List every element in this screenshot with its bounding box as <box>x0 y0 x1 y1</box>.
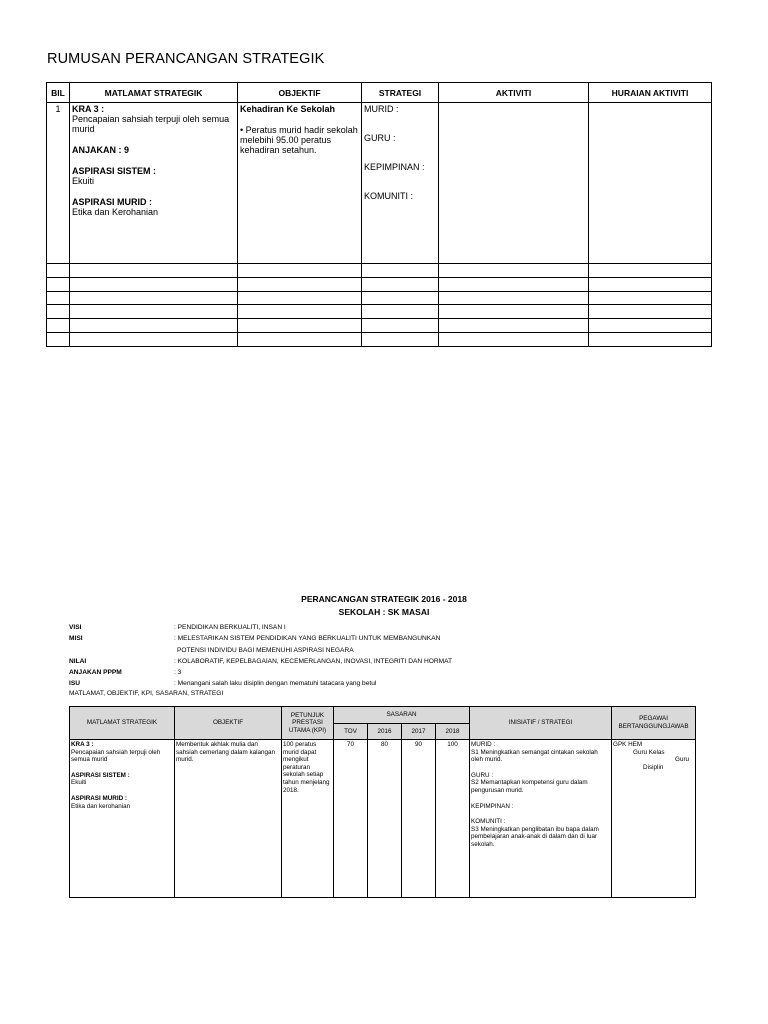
anjakan-label: ANJAKAN : 9 <box>72 145 130 155</box>
kra-text: Pencapaian sahsiah terpuji oleh semua murid <box>72 114 230 134</box>
header-kpi: PETUNJUK PRESTASI UTAMA (KPI) <box>282 707 334 740</box>
header-huraian: HURAIAN AKTIVITI <box>589 83 712 103</box>
header-2018: 2018 <box>436 724 470 740</box>
info-row-anjakan: ANJAKAN PPPM : 3 <box>69 669 182 677</box>
kpi-table <box>69 706 696 898</box>
empty-row <box>47 332 712 346</box>
cell-bil: 1 <box>47 103 70 264</box>
header-matlamat: MATLAMAT STRATEGIK <box>70 707 175 740</box>
cell-objektif <box>238 103 362 264</box>
header-strategi: STRATEGI <box>362 83 439 103</box>
cell-inisiatif: MURID : S1 Meningkatkan semangat cintakan sekolah oleh murid. GURU : S2 Memantapkan kompetensi guru dalam pengurusan murid. KEPIMPINAN : KOMUNITI : S3 Meningkatkan penglibatan ibu bapa dalam pembelajaran anak-anak di dalam dan di luar sekolah. <box>470 740 612 898</box>
info-row-misi-cont: POTENSI INDIVIDU BAGI MEMENUHI ASPIRASI NEGARA <box>177 646 354 654</box>
cell-kpi: 100 peratus murid dapat mengikut peraturan sekolah setiap tahun menjelang 2018. <box>282 740 334 898</box>
info-row-nilai: NILAI : KOLABORATIF, KEPELBAGAIAN, KECEMERLANGAN, INOVASI, INTEGRITI DAN HORMAT <box>69 657 453 665</box>
header-matlamat: MATLAMAT STRATEGIK <box>70 83 238 103</box>
header-2016: 2016 <box>368 724 402 740</box>
header-tov: TOV <box>334 724 368 740</box>
empty-row <box>47 319 712 333</box>
aspirasi-sistem-text: Ekuiti <box>72 176 95 186</box>
info-row-misi: MISI : MELESTARIKAN SISTEM PENDIDIKAN YANG BERKUALITI UNTUK MEMBANGUNKAN <box>69 635 441 643</box>
cell-matlamat: KRA 3 : Pencapaian sahsiah terpuji oleh semua murid ASPIRASI SISTEM : Ekuiti ASPIRASI MURID : Etika dan kerohanian <box>70 740 175 898</box>
header-pegawai: PEGAWAI BERTANGGUNGJAWAB <box>612 707 696 740</box>
info-row-isu: ISU : Menangani salah laku disiplin dengan mematuhi tatacara yang betul <box>69 680 377 688</box>
header-aktiviti: AKTIVITI <box>439 83 589 103</box>
strategi-guru: GURU : <box>364 133 396 143</box>
section2-subtitle: SEKOLAH : SK MASAI <box>338 607 430 617</box>
aspirasi-murid-label: ASPIRASI MURID : <box>72 197 153 207</box>
kra-label: KRA 3 : <box>72 104 105 114</box>
strategi-kepimpinan: KEPIMPINAN : <box>364 162 425 172</box>
header-bil: BIL <box>47 83 70 103</box>
cell-strategi <box>362 103 439 264</box>
table-caption: MATLAMAT, OBJEKTIF, KPI, SASARAN, STRATEGI <box>69 690 224 697</box>
empty-row <box>47 305 712 319</box>
header-objektif: OBJEKTIF <box>175 707 282 740</box>
cell-2018: 100 <box>436 740 470 898</box>
table-header-row <box>47 83 712 103</box>
cell-2017: 90 <box>402 740 436 898</box>
header-sasaran: SASARAN <box>334 707 470 724</box>
page-title: RUMUSAN PERANCANGAN STRATEGIK <box>47 51 325 67</box>
header-objektif: OBJEKTIF <box>238 83 362 103</box>
cell-2016: 80 <box>368 740 402 898</box>
cell-huraian <box>589 103 712 264</box>
kpi-header-row <box>70 707 696 724</box>
objektif-title: Kehadiran Ke Sekolah <box>240 104 336 114</box>
table-row <box>47 103 712 264</box>
cell-tov: 70 <box>334 740 368 898</box>
cell-objektif: Membentuk akhlak mulia dan sahsiah cemerlang dalam kalangan murid. <box>175 740 282 898</box>
table-row <box>70 740 696 898</box>
cell-pegawai: GPK HEM Guru Kelas Guru Disiplin <box>612 740 696 898</box>
header-2017: 2017 <box>402 724 436 740</box>
strategi-murid: MURID : <box>364 104 399 114</box>
header-inisiatif: INISIATIF / STRATEGI <box>470 707 612 740</box>
info-row-visi: VISI : PENDIDIKAN BERKUALITI, INSAN I <box>69 624 286 631</box>
aspirasi-murid-text: Etika dan Kerohanian <box>72 207 159 217</box>
empty-row <box>47 264 712 278</box>
empty-row <box>47 277 712 291</box>
strategic-plan-table <box>46 82 712 347</box>
info-block <box>69 622 694 690</box>
strategi-komuniti: KOMUNITI : <box>364 191 413 201</box>
aspirasi-sistem-label: ASPIRASI SISTEM : <box>72 166 157 176</box>
cell-matlamat <box>70 103 238 264</box>
objektif-text: • Peratus murid hadir sekolah melebihi 95.00 peratus kehadiran setahun. <box>240 125 358 155</box>
section2-title: PERANCANGAN STRATEGIK 2016 - 2018 <box>301 594 467 604</box>
cell-aktiviti <box>439 103 589 264</box>
empty-row <box>47 291 712 305</box>
